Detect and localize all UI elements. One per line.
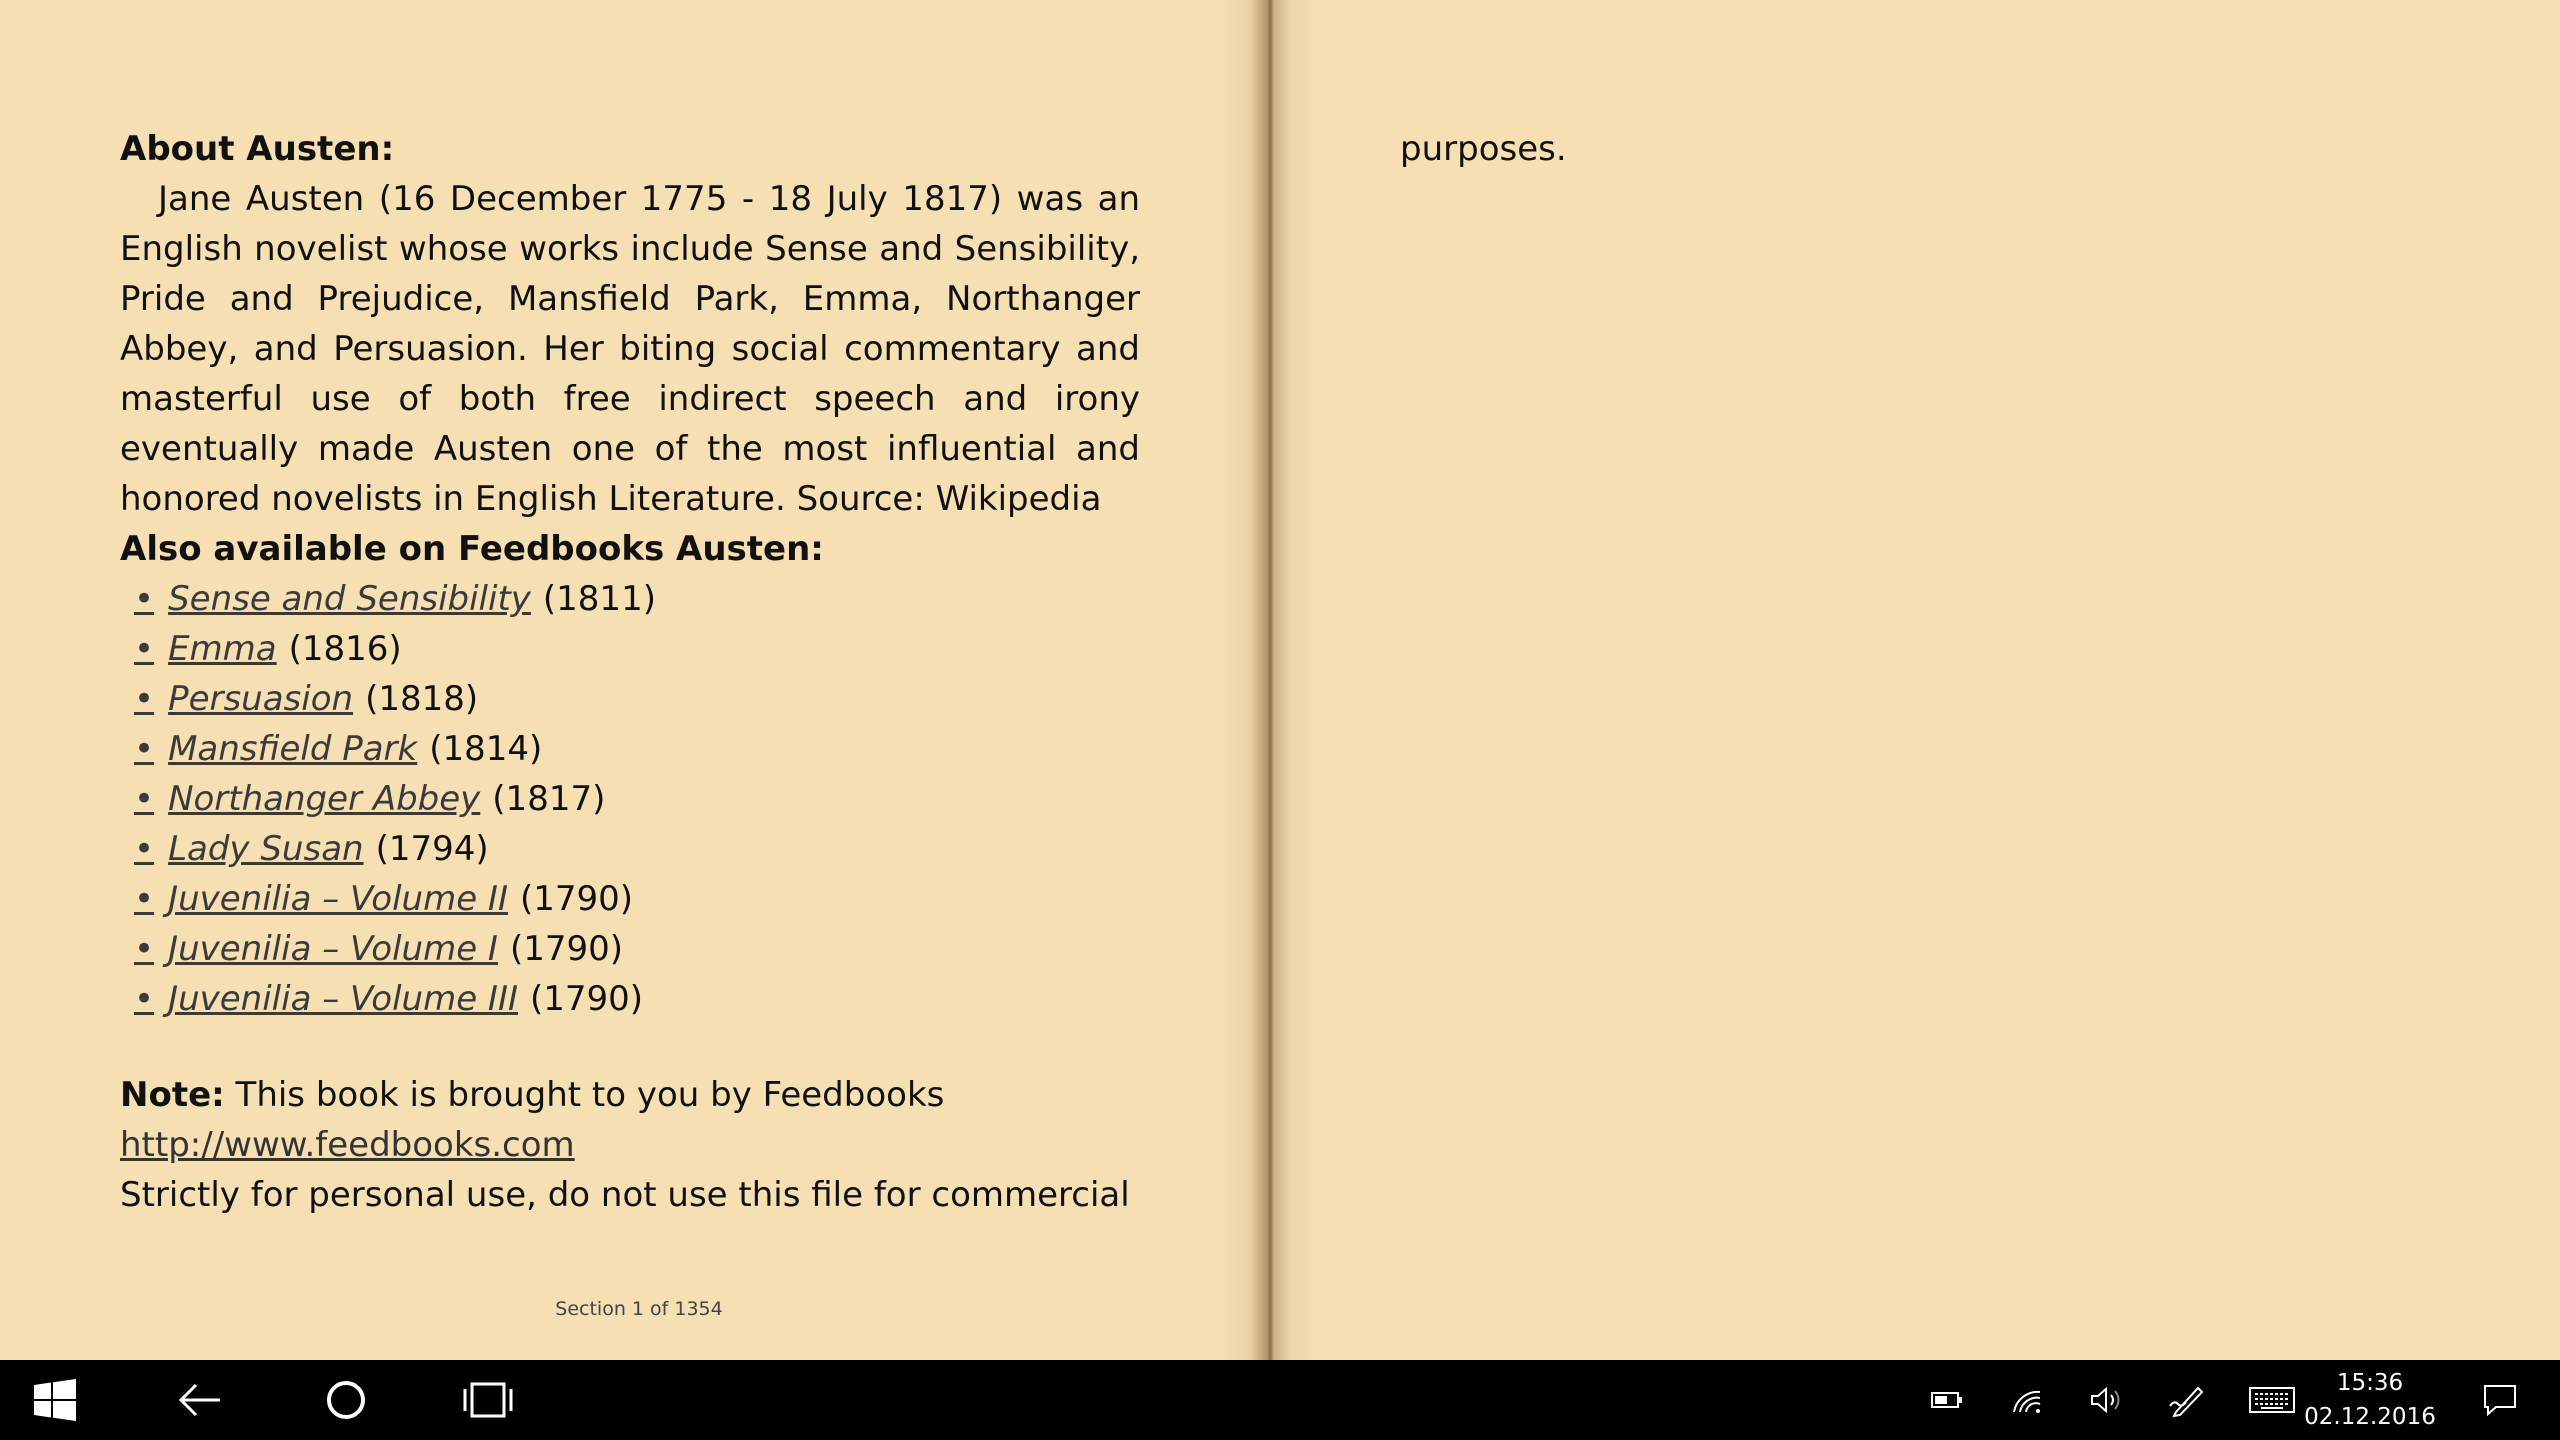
windows-start-icon [34, 1379, 76, 1421]
book-title: Persuasion [168, 679, 354, 719]
wifi-icon [2010, 1386, 2044, 1414]
note-text: This book is brought to you by Feedbooks [235, 1075, 945, 1115]
book-title: Sense and Sensibility [168, 579, 531, 619]
keyboard-icon [2248, 1386, 2296, 1414]
book-link[interactable] [134, 879, 508, 919]
bullet: • [134, 629, 155, 669]
note-paragraph [120, 1070, 1140, 1120]
left-page-text [120, 124, 1140, 1220]
network-button[interactable] [2002, 1360, 2052, 1440]
book-link[interactable] [134, 929, 498, 969]
note-label: Note: [120, 1075, 225, 1115]
pen-workspace-button[interactable] [2162, 1360, 2212, 1440]
book-list-item [120, 974, 1140, 1024]
bullet: • [134, 979, 155, 1019]
book-link[interactable] [134, 829, 364, 869]
book-list-item [120, 924, 1140, 974]
book-year: (1811) [542, 579, 656, 619]
bullet: • [134, 679, 155, 719]
back-arrow-icon [178, 1382, 222, 1418]
battery-icon [1930, 1390, 1964, 1410]
book-title: Juvenilia – Volume III [168, 979, 519, 1019]
book-year: (1790) [530, 979, 644, 1019]
book-year: (1817) [492, 779, 606, 819]
book-list-item [120, 874, 1140, 924]
book-year: (1816) [288, 629, 402, 669]
book-list-item [120, 574, 1140, 624]
book-list-item [120, 724, 1140, 774]
volume-button[interactable] [2082, 1360, 2132, 1440]
bullet: • [134, 879, 155, 919]
task-view-icon [462, 1380, 514, 1420]
spacer [120, 1024, 1140, 1070]
book-year: (1790) [509, 929, 624, 969]
action-center-button[interactable] [2470, 1360, 2530, 1440]
back-button[interactable] [160, 1360, 240, 1440]
book-title: Juvenilia – Volume II [168, 879, 508, 919]
right-page-text: purposes. [1400, 129, 1567, 169]
book-title: Northanger Abbey [168, 779, 481, 819]
clock-time: 15:36 [2336, 1370, 2404, 1396]
book-link[interactable] [134, 729, 417, 769]
book-link[interactable] [134, 679, 353, 719]
book-list-item [120, 624, 1140, 674]
book-year: (1790) [519, 879, 634, 919]
book-link[interactable] [134, 979, 518, 1019]
bullet: • [134, 829, 155, 869]
book-title: Juvenilia – Volume I [168, 929, 498, 969]
left-page[interactable] [0, 0, 1262, 1360]
book-year: (1818) [365, 679, 479, 719]
bullet: • [134, 729, 155, 769]
about-paragraph: Jane Austen (16 December 1775 - 18 July 1817) was an English novelist whose works include Sense and Sensibility, Pride and Prejudice, Mansfield Park, Emma, Northanger Abbey, and Persuasion. Her biting social commentary and masterful use of both free indirect speech and irony eventually made Austen one of the most influential and honored novelists in English Literature. Source: Wikipedia [120, 179, 1140, 519]
taskbar [0, 1360, 2560, 1440]
about-heading: About Austen: [120, 129, 395, 169]
book-list-item [120, 674, 1140, 724]
volume-icon [2089, 1386, 2125, 1414]
section-indicator: Section 1 of 1354 [555, 1298, 723, 1320]
book-year: (1814) [429, 729, 543, 769]
also-available-heading: Also available on Feedbooks Austen: [120, 529, 824, 569]
book-list [120, 574, 1140, 1024]
feedbooks-link[interactable]: http://www.feedbooks.com [120, 1125, 575, 1165]
book-title: Mansfield Park [168, 729, 418, 769]
book-list-item [120, 824, 1140, 874]
clock[interactable] [2300, 1360, 2440, 1440]
book-link[interactable] [134, 579, 531, 619]
book-title: Lady Susan [168, 829, 364, 869]
bullet: • [134, 929, 155, 969]
bullet: • [134, 579, 155, 619]
book-list-item [120, 774, 1140, 824]
right-page[interactable] [1268, 0, 2560, 1360]
touch-keyboard-button[interactable] [2240, 1360, 2304, 1440]
bullet: • [134, 779, 155, 819]
usage-text: Strictly for personal use, do not use this file for commercial [120, 1175, 1130, 1215]
book-link[interactable] [134, 629, 277, 669]
action-center-icon [2482, 1383, 2518, 1417]
book-link[interactable] [134, 779, 480, 819]
clock-date: 02.12.2016 [2304, 1404, 2436, 1430]
start-button[interactable] [0, 1360, 110, 1440]
cortana-circle-icon [325, 1379, 367, 1421]
book-title: Emma [168, 629, 277, 669]
pen-icon [2168, 1382, 2206, 1418]
battery-button[interactable] [1922, 1360, 1972, 1440]
task-view-button[interactable] [448, 1360, 528, 1440]
cortana-button[interactable] [306, 1360, 386, 1440]
book-year: (1794) [375, 829, 489, 869]
